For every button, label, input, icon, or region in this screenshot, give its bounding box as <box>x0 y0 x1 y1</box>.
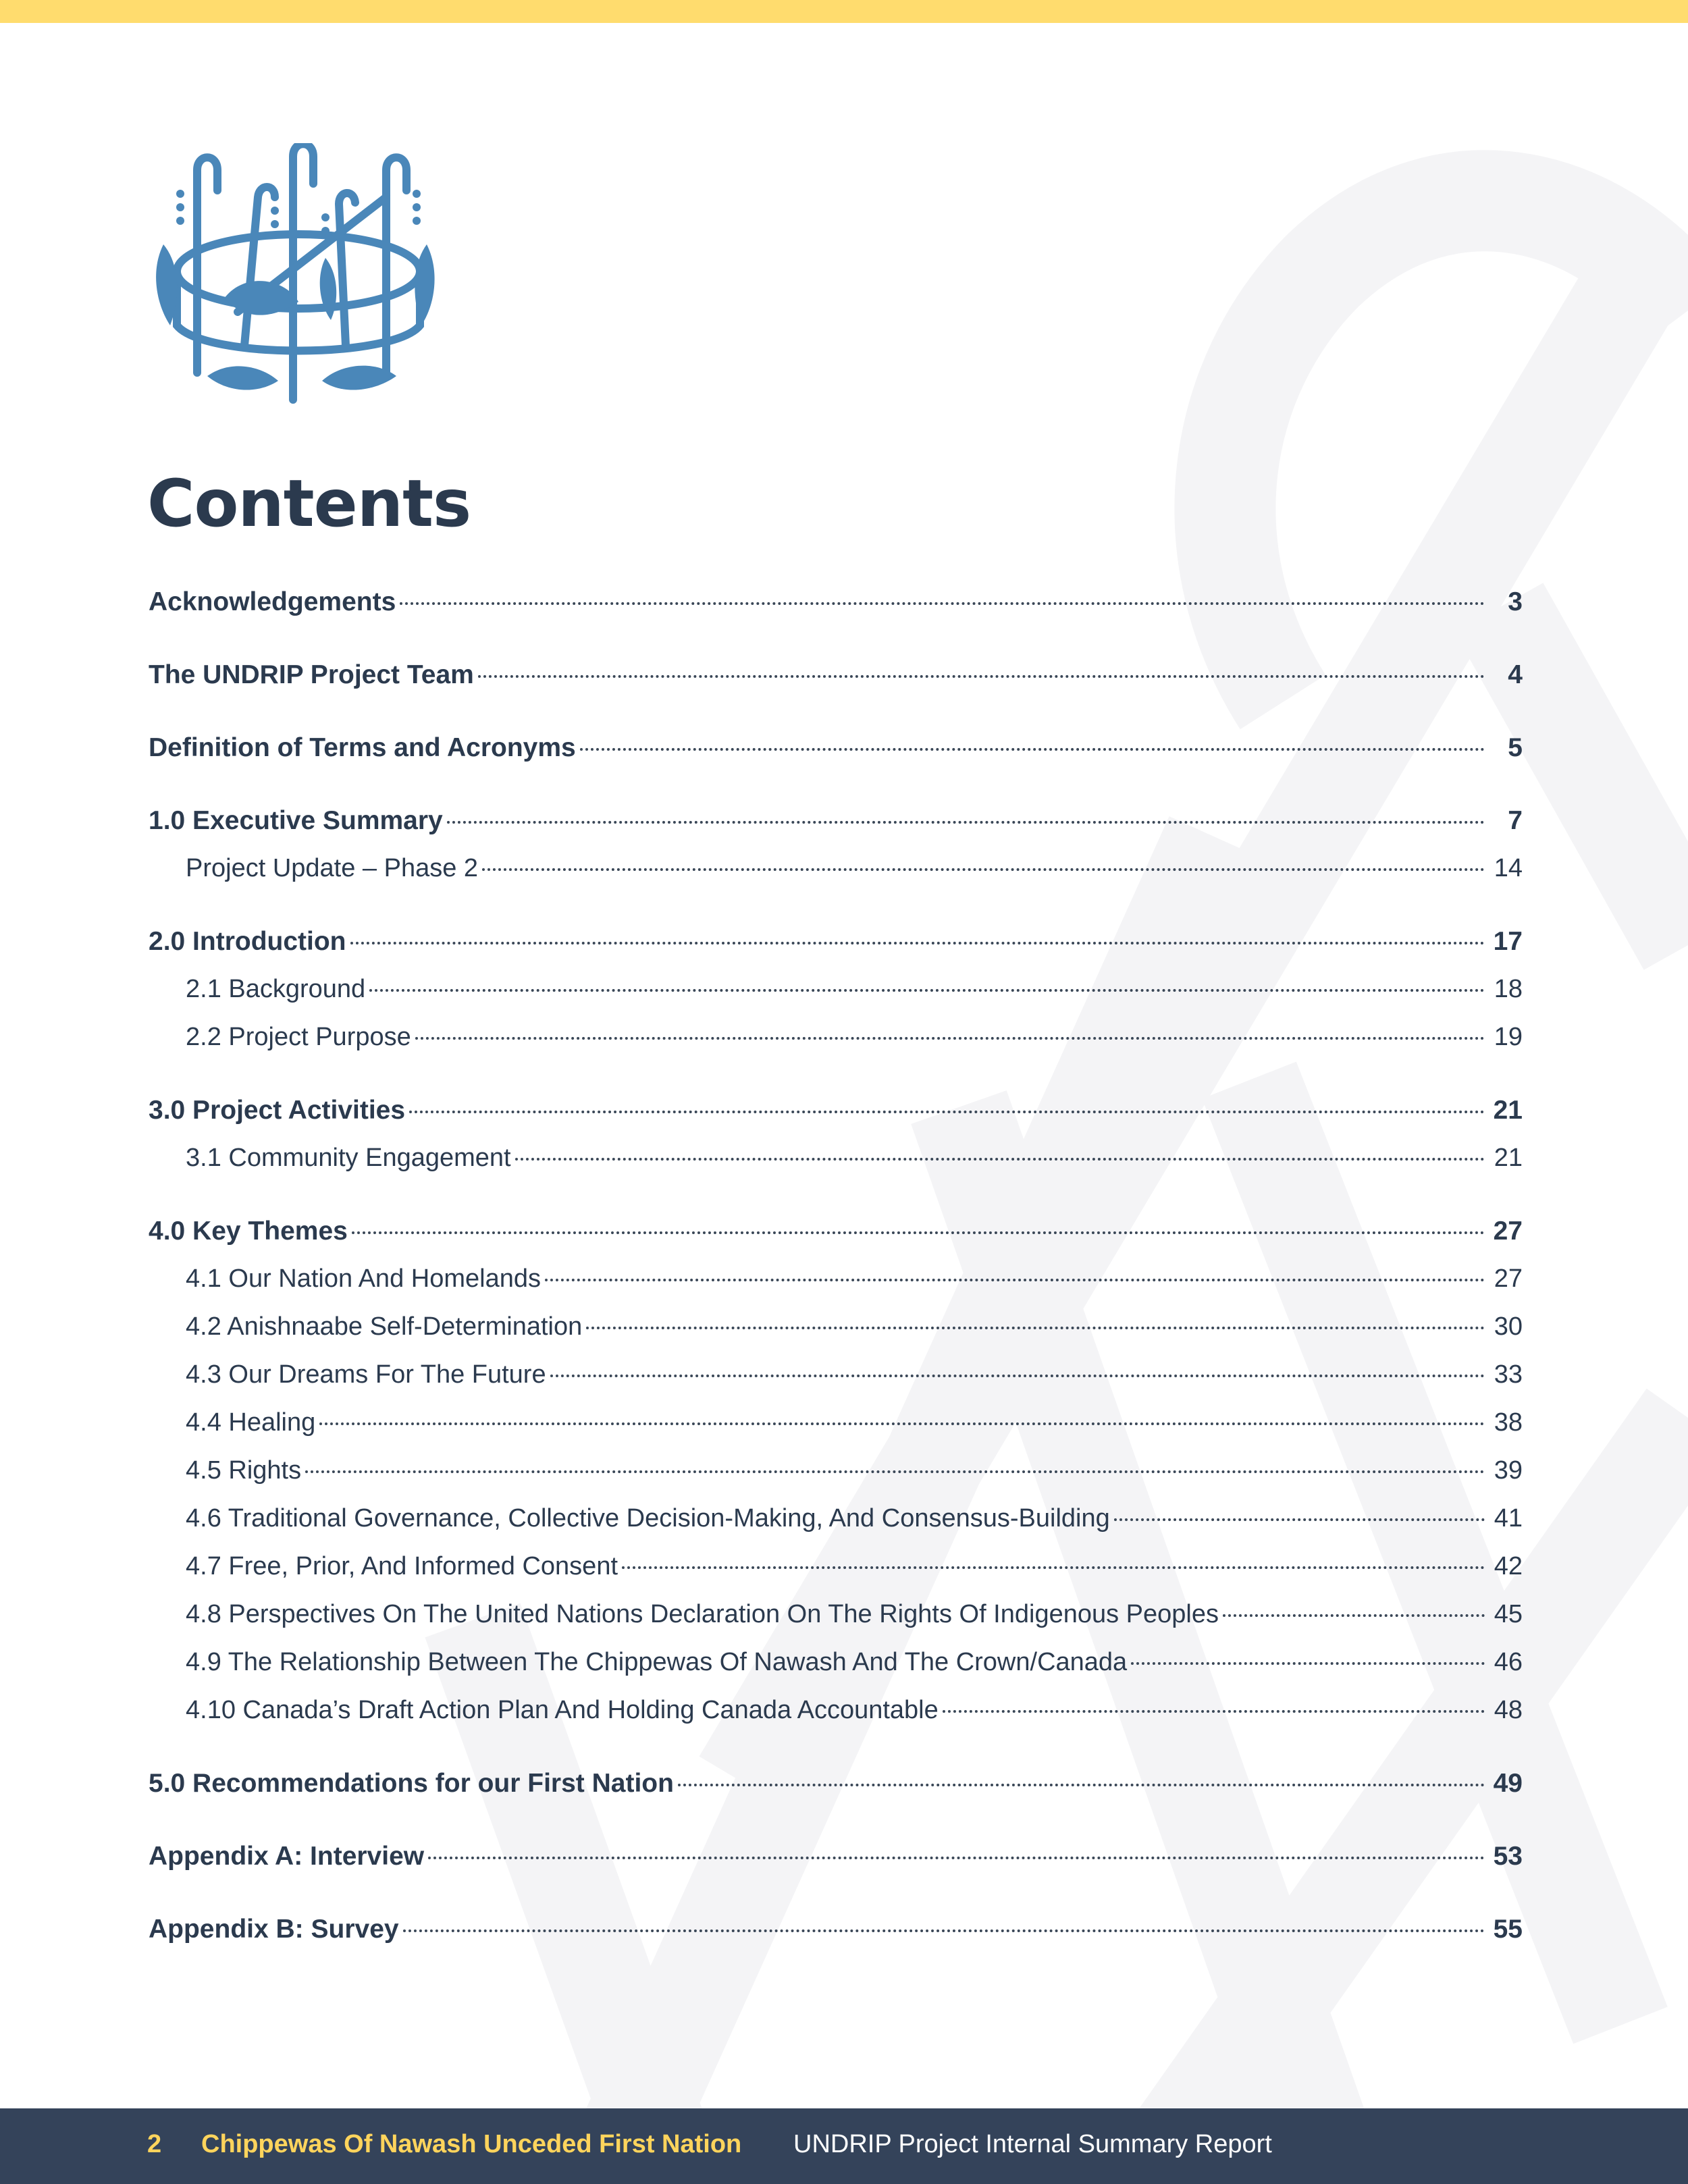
toc-entry[interactable] <box>186 975 1523 1015</box>
toc-entry[interactable] <box>186 1264 1523 1305</box>
toc-entry-page-number: 49 <box>1493 1769 1523 1798</box>
toc-dot-leader <box>400 602 1485 605</box>
page-title: Contents <box>147 466 471 541</box>
toc-entry-label: 4.7 Free, Prior, And Informed Consent <box>186 1552 618 1580</box>
toc-dot-leader <box>943 1710 1485 1713</box>
toc-entry[interactable] <box>186 1696 1523 1736</box>
toc-entry-page-number: 18 <box>1494 975 1523 1003</box>
toc-dot-leader <box>622 1566 1485 1569</box>
toc-entry-label: 1.0 Executive Summary <box>149 806 443 835</box>
toc-dot-leader <box>678 1784 1485 1786</box>
toc-dot-leader <box>545 1279 1485 1281</box>
toc-entry-label: 4.5 Rights <box>186 1456 302 1485</box>
toc-dot-leader <box>580 748 1485 751</box>
toc-entry[interactable] <box>149 1842 1523 1882</box>
toc-dot-leader <box>1223 1614 1485 1617</box>
footer-page-number: 2 <box>147 2130 162 2158</box>
toc-entry-page-number: 27 <box>1494 1264 1523 1293</box>
toc-dot-leader <box>352 1231 1485 1234</box>
toc-entry-page-number: 41 <box>1494 1504 1523 1533</box>
toc-entry[interactable] <box>149 660 1523 701</box>
toc-dot-leader <box>586 1327 1485 1329</box>
toc-entry-label: Appendix B: Survey <box>149 1915 399 1944</box>
toc-entry-label: 4.9 The Relationship Between The Chippewas Of Nawash And The Crown/Canada <box>186 1648 1128 1676</box>
toc-entry-page-number: 14 <box>1494 854 1523 882</box>
toc-entry-page-number: 46 <box>1494 1648 1523 1676</box>
toc-entry[interactable] <box>186 1360 1523 1401</box>
toc-entry[interactable] <box>149 733 1523 774</box>
toc-entry-page-number: 53 <box>1493 1842 1523 1871</box>
toc-entry[interactable] <box>186 1504 1523 1545</box>
toc-entry-page-number: 7 <box>1508 806 1523 835</box>
toc-dot-leader <box>369 989 1485 992</box>
toc-entry[interactable] <box>149 587 1523 628</box>
toc-dot-leader <box>305 1470 1485 1473</box>
toc-entry[interactable] <box>186 854 1523 895</box>
toc-entry-label: 2.2 Project Purpose <box>186 1023 411 1051</box>
toc-entry[interactable] <box>149 806 1523 847</box>
toc-entry[interactable] <box>186 1144 1523 1184</box>
toc-dot-leader <box>1114 1518 1485 1521</box>
toc-entry-label: 4.3 Our Dreams For The Future <box>186 1360 546 1389</box>
toc-entry-page-number: 55 <box>1493 1915 1523 1944</box>
toc-dot-leader <box>550 1375 1485 1377</box>
toc-dot-leader <box>409 1111 1485 1113</box>
toc-entry-page-number: 27 <box>1493 1217 1523 1246</box>
toc-entry[interactable] <box>186 1648 1523 1688</box>
toc-entry-page-number: 17 <box>1493 927 1523 956</box>
toc-entry[interactable] <box>186 1408 1523 1449</box>
toc-dot-leader <box>447 821 1485 824</box>
toc-entry-page-number: 5 <box>1508 733 1523 762</box>
toc-entry-page-number: 45 <box>1494 1600 1523 1628</box>
toc-entry-page-number: 48 <box>1494 1696 1523 1724</box>
toc-dot-leader <box>1131 1662 1485 1665</box>
toc-entry-label: Project Update – Phase 2 <box>186 854 479 882</box>
toc-entry-label: 4.1 Our Nation And Homelands <box>186 1264 541 1293</box>
toc-entry-page-number: 21 <box>1493 1096 1523 1125</box>
toc-entry-page-number: 42 <box>1494 1552 1523 1580</box>
toc-entry-page-number: 33 <box>1494 1360 1523 1389</box>
toc-entry-label: 4.4 Healing <box>186 1408 316 1437</box>
toc-entry[interactable] <box>149 1769 1523 1809</box>
toc-entry-label: 4.0 Key Themes <box>149 1217 348 1246</box>
toc-entry[interactable] <box>186 1312 1523 1353</box>
page-footer <box>0 2108 1688 2184</box>
toc-dot-leader <box>428 1857 1485 1859</box>
toc-dot-leader <box>403 1929 1485 1932</box>
toc-entry-label: Appendix A: Interview <box>149 1842 425 1871</box>
toc-entry[interactable] <box>186 1552 1523 1593</box>
footer-report-title: UNDRIP Project Internal Summary Report <box>793 2130 1272 2158</box>
toc-entry-label: 3.0 Project Activities <box>149 1096 406 1125</box>
toc-dot-leader <box>482 868 1485 871</box>
toc-dot-leader <box>350 942 1485 944</box>
toc-entry[interactable] <box>186 1023 1523 1063</box>
toc-entry-page-number: 30 <box>1494 1312 1523 1341</box>
toc-entry[interactable] <box>186 1456 1523 1497</box>
drum-feathers-fish-logo-icon <box>143 143 454 427</box>
toc-entry-label: 5.0 Recommendations for our First Nation <box>149 1769 674 1798</box>
footer-organization: Chippewas Of Nawash Unceded First Nation <box>201 2130 742 2158</box>
toc-entry-label: 2.0 Introduction <box>149 927 346 956</box>
toc-dot-leader <box>478 675 1485 678</box>
toc-entry-label: 3.1 Community Engagement <box>186 1144 511 1172</box>
toc-entry-page-number: 19 <box>1494 1023 1523 1051</box>
toc-entry-page-number: 21 <box>1494 1144 1523 1172</box>
toc-entry-label: The UNDRIP Project Team <box>149 660 474 689</box>
toc-entry[interactable] <box>149 1915 1523 1955</box>
toc-entry[interactable] <box>149 1096 1523 1136</box>
toc-entry-label: 4.2 Anishnaabe Self-Determination <box>186 1312 583 1341</box>
toc-entry-page-number: 38 <box>1494 1408 1523 1437</box>
toc-dot-leader <box>415 1037 1485 1040</box>
toc-entry-label: 4.6 Traditional Governance, Collective Decision-Making, And Consensus-Building <box>186 1504 1110 1533</box>
toc-entry-label: Acknowledgements <box>149 587 396 616</box>
toc-dot-leader <box>515 1158 1485 1161</box>
toc-entry[interactable] <box>149 927 1523 967</box>
toc-entry-page-number: 3 <box>1508 587 1523 616</box>
toc-entry-page-number: 4 <box>1508 660 1523 689</box>
toc-entry-label: 2.1 Background <box>186 975 366 1003</box>
toc-entry[interactable] <box>186 1600 1523 1641</box>
toc-entry-page-number: 39 <box>1494 1456 1523 1485</box>
toc-entry-label: 4.10 Canada’s Draft Action Plan And Holding Canada Accountable <box>186 1696 939 1724</box>
toc-entry[interactable] <box>149 1217 1523 1257</box>
toc-entry-label: Definition of Terms and Acronyms <box>149 733 576 762</box>
toc-entry-label: 4.8 Perspectives On The United Nations Declaration On The Rights Of Indigenous Peoples <box>186 1600 1219 1628</box>
toc-dot-leader <box>319 1422 1485 1425</box>
